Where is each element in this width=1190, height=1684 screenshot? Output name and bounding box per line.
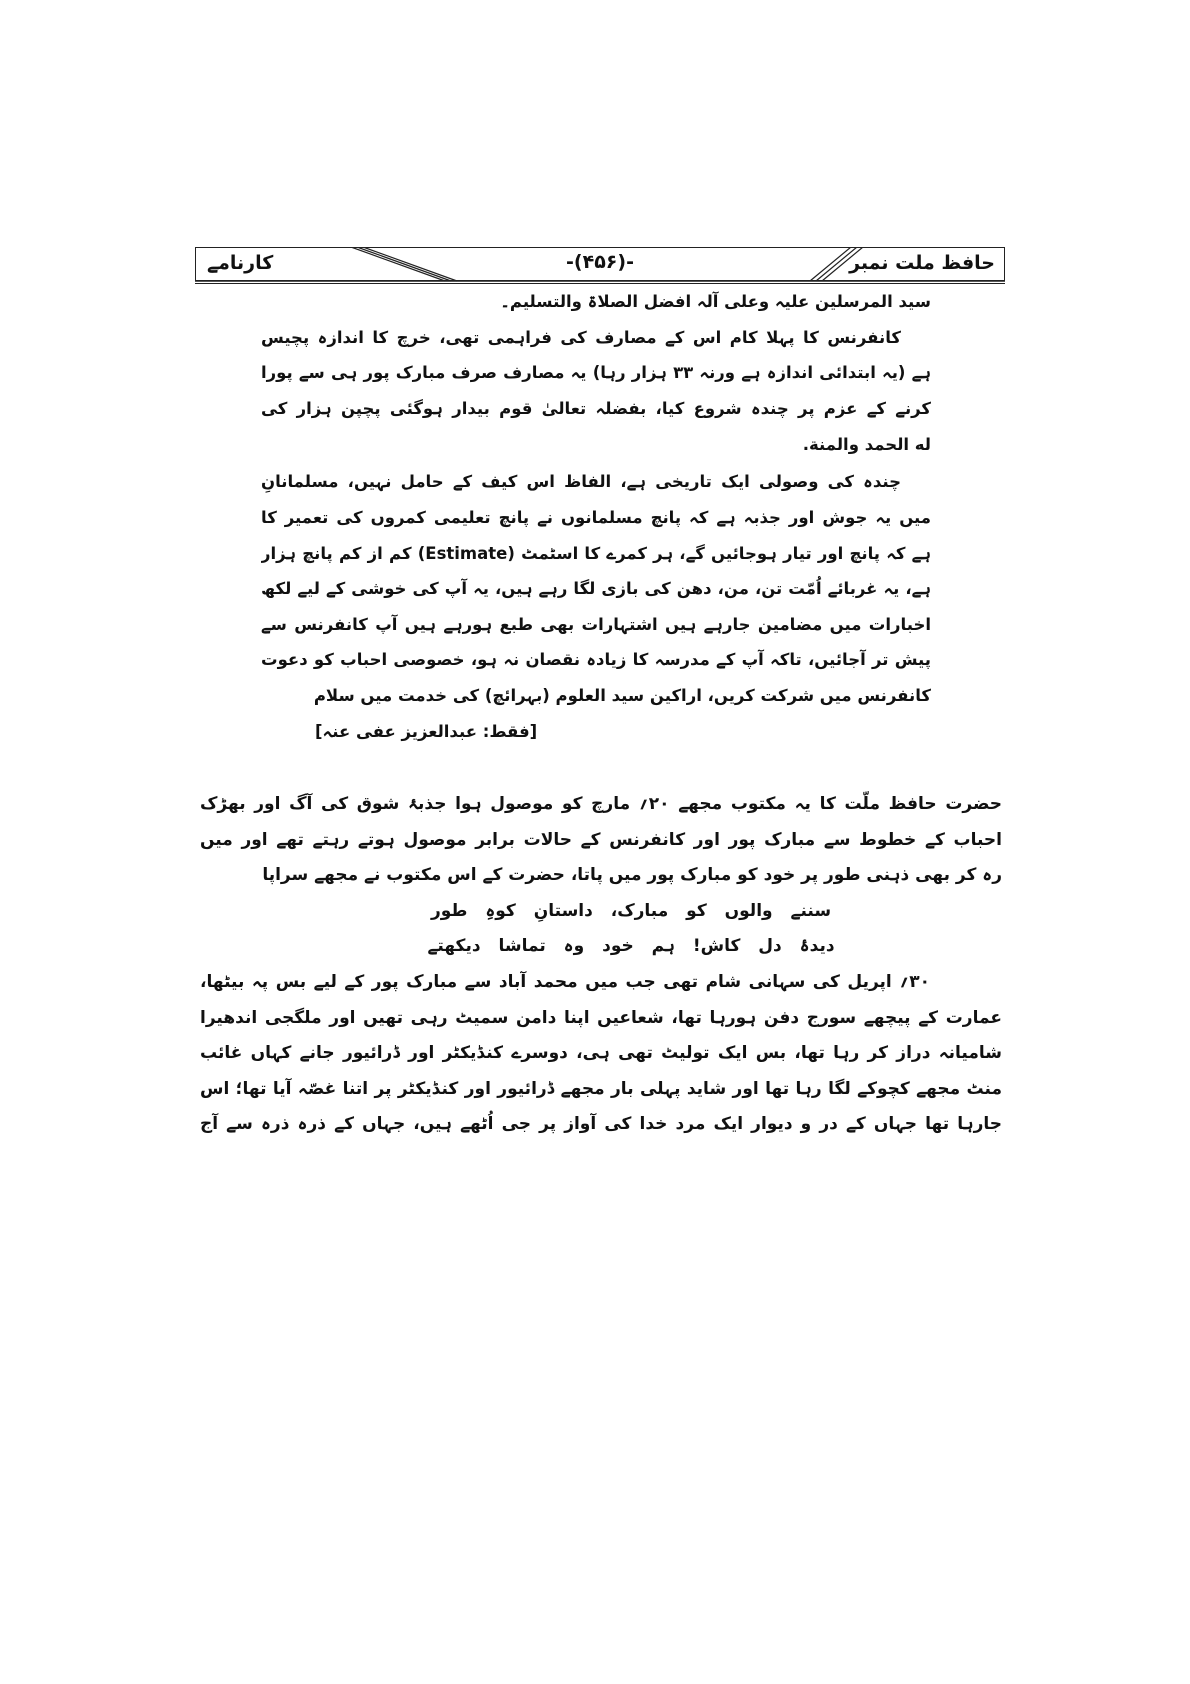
text-line: شامیانہ دراز کر رہا تھا، بس ایک تولیٹ تھی ہی، دوسرے کنڈیکٹر اور ڈرائیور جانے کہاں غائب (200, 1043, 1002, 1064)
verse-line: سننے والوں کو مبارک، داستانِ کوہِ طور (430, 900, 832, 921)
text-line: ہے کہ پانچ اور تیار ہوجائیں گے، ہر کمرے کا اسٹمٹ (Estimate) کم از کم پانچ ہزار (261, 543, 931, 563)
text-line: ہے، یہ غربائے اُمّت تن، من، دھن کی بازی لگا رہے ہیں، یہ آپ کی خوشی کے لیے لکھ (261, 579, 931, 599)
quoted-letter (261, 284, 931, 749)
text-line: چندہ کی وصولی ایک تاریخی ہے، الفاظ اس کیف کے حامل نہیں، مسلمانانِ (261, 472, 901, 492)
verse-line: دیدۂ دل کاش! ہم خود وہ تماشا دیکھتے (427, 936, 835, 957)
text-line: پیش تر آجائیں، تاکہ آپ کے مدرسہ کا زیادہ نقصان نہ ہو، خصوصی احباب کو دعوت (261, 650, 931, 670)
text-line: له الحمد والمنة. (802, 435, 931, 455)
body-text (200, 787, 1002, 1143)
text-line: سید المرسلین علیہ وعلی آلہ افضل الصلاۃ والتسلیم۔ (500, 292, 931, 311)
section-title: کارنامے (207, 252, 274, 274)
magazine-title: حافظ ملت نمبر (849, 252, 995, 274)
page-number: -(۴۵۶)- (566, 251, 634, 273)
text-line: ۳۰؍ اپریل کی سہانی شام تھی جب میں محمد آباد سے مبارک پور کے لیے بس پہ بیٹھا، (200, 971, 930, 992)
text-line: رہ کر بھی ذہنی طور پر خود کو مبارک پور میں پاتا، حضرت کے اس مکتوب نے مجھے سراپا (262, 865, 1002, 886)
text-line: کرنے کے عزم پر چندہ شروع کیا، بفضلہ تعالیٰ قوم بیدار ہوگئی پچپن ہزار کی (261, 398, 931, 418)
text-line: میں یہ جوش اور جذبہ ہے کہ پانچ مسلمانوں نے پانچ تعلیمی کمروں کی تعمیر کا (261, 507, 931, 527)
text-line: احباب کے خطوط سے مبارک پور اور کانفرنس کے حالات برابر موصول ہوتے رہتے تھے اور میں (200, 829, 1002, 850)
letter-signature: [فقط: عبدالعزیز عفی عنہ] (315, 721, 538, 741)
text-line: حضرت حافظ ملّت کا یہ مکتوب مجھے ۲۰؍ مارچ کو موصول ہوا جذبۂ شوق کی آگ اور بھڑک (200, 794, 1002, 814)
text-line: جارہا تھا جہاں کے در و دیوار ایک مرد خدا کی آواز پر جی اُٹھے ہیں، جہاں کے ذرہ ذرہ سے آج (200, 1114, 1002, 1135)
text-line: ہے (یہ ابتدائی اندازہ ہے ورنہ ۳۳ ہزار رہا) یہ مصارف صرف مبارک پور ہی سے پورا (261, 363, 931, 383)
text-line: کانفرنس میں شرکت کریں، اراکین سید العلوم (بہرائچ) کی خدمت میں سلام (313, 685, 931, 705)
text-line: کانفرنس کا پہلا کام اس کے مصارف کی فراہمی تھی، خرچ کا اندازہ پچیس (261, 327, 901, 347)
page-header (195, 247, 1005, 283)
text-line: اخبارات میں مضامین جارہے ہیں اشتہارات بھی طبع ہورہے ہیں آپ کانفرنس سے (261, 614, 931, 634)
text-line: منٹ مجھے کچوکے لگا رہا تھا اور شاید پہلی بار مجھے ڈرائیور اور کنڈیکٹر پر اتنا غصّہ آیا تھا؛ اس (200, 1078, 1002, 1099)
text-line: عمارت کے پیچھے سورج دفن ہورہا تھا، شعاعیں اپنا دامن سمیٹ رہی تھیں اور ملگجی اندھیرا (200, 1007, 1002, 1028)
